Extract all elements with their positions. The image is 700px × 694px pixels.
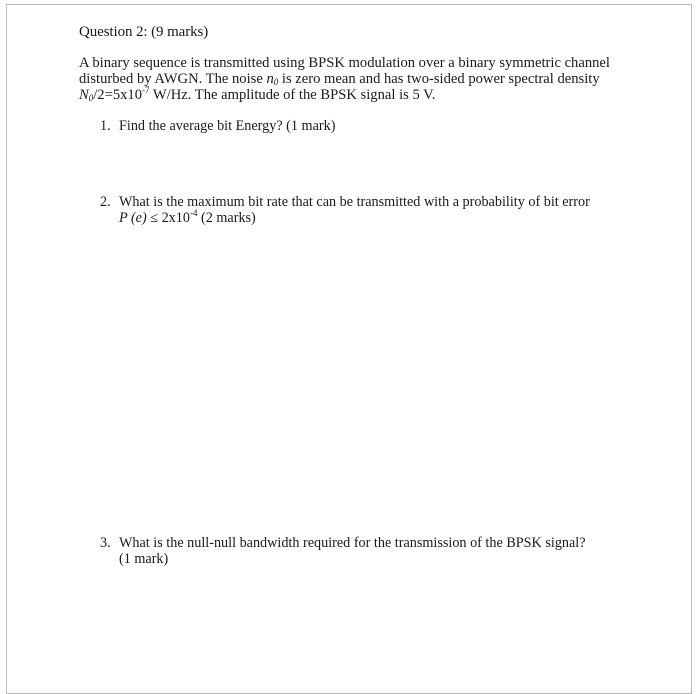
intro-line-3	[79, 87, 579, 103]
question-intro	[79, 55, 610, 103]
intro-line-2	[79, 71, 600, 87]
intro-text: disturbed by AWGN. The noise	[79, 71, 267, 87]
probability-symbol: P (e)	[119, 210, 147, 226]
intro-text: is zero mean and has two-sided power spectral density	[278, 71, 600, 87]
question-text: What is the maximum bit rate that can be transmitted with a probability of bit error P $(e) \le 2x10^{-4}$ (2 marks)	[119, 194, 590, 226]
question-number: 1.	[100, 118, 111, 134]
question-heading: Question 2: (9 marks)	[79, 24, 209, 40]
document-page	[6, 4, 692, 694]
question-text: What is the null-null bandwidth required for the transmission of the BPSK signal? (1 mark)	[119, 535, 586, 567]
exponent: -4	[189, 208, 198, 218]
intro-text: W/Hz. The amplitude of the BPSK signal is 5 V.	[149, 87, 436, 103]
intro-text: /2=5x10	[93, 87, 143, 103]
question-text: Find the average bit Energy? (1 mark)	[119, 118, 336, 134]
exponent: -7	[142, 85, 150, 95]
question-number: 2.	[100, 194, 111, 210]
intro-line-1: A binary sequence is transmitted using BPSK modulation over a binary symmetric channel	[79, 55, 610, 71]
psd-symbol: $N_0$	[79, 87, 94, 103]
question-number: 3.	[100, 535, 111, 551]
noise-symbol: $n_0$	[266, 71, 279, 87]
